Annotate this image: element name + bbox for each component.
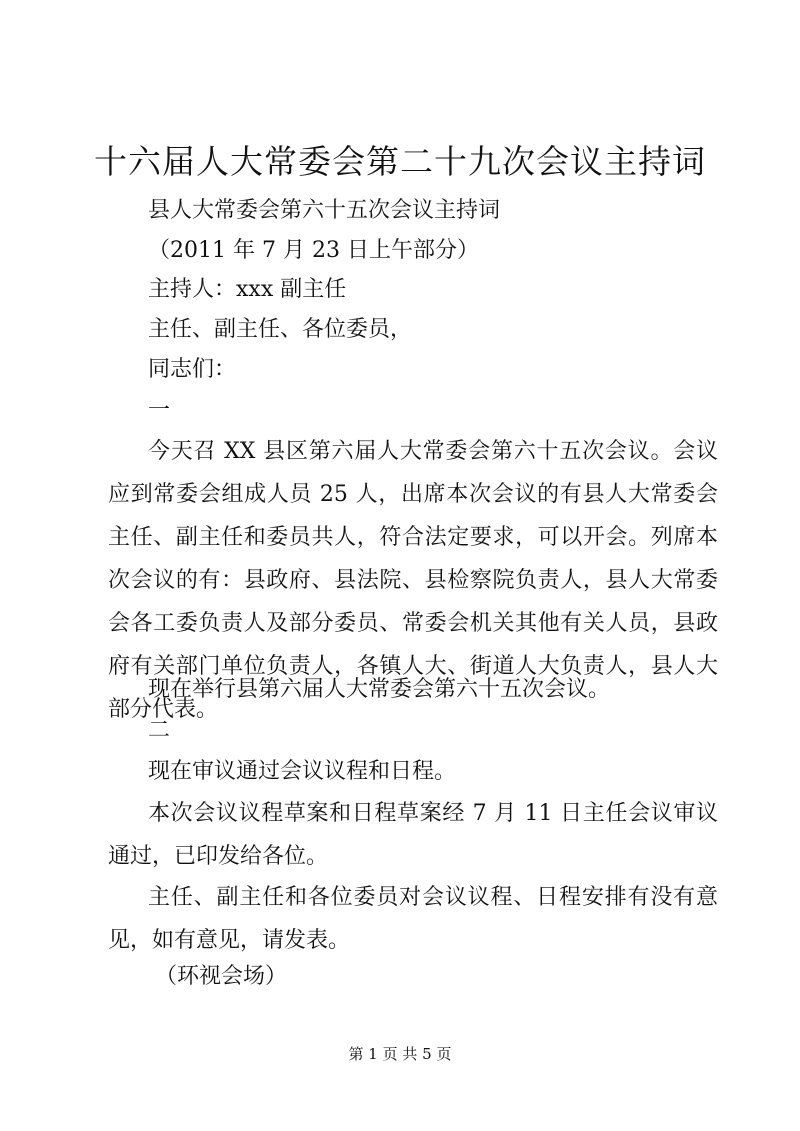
body-paragraph: 本次会议议程草案和日程草案经 7 月 11 日主任会议审议通过，已印发给各位。 [108,801,718,869]
subtitle-line: 县人大常委会第六十五次会议主持词 [148,198,501,223]
body-line: 现在审议通过会议议程和日程。 [148,759,457,784]
body-paragraph: 今天召 XX 县区第六届人大常委会第六十五次会议。会议应到常委会组成人员 25 人，出席本次会议的有县人大常委会主任、副主任和委员共人，符合法定要求，可以开会。列席本次会议的有：县政府、县法院、县检察院负责人，县人大常委会各工委负责人及部分委员、常委会机关其他有关人员，县政府有关部门单位负责人，各镇人大、街道人大负责人，县人大部分代表。 [108,439,718,722]
body-paragraph: 主任、副主任和各位委员对会议议程、日程安排有没有意见，如有意见，请发表。 [108,885,718,953]
stage-direction: （环视会场） [155,964,288,989]
section-heading-one: 一 [148,398,171,423]
date-line: （2011 年 7 月 23 日上午部分） [148,238,479,263]
document-title: 十六届人大常委会第二十九次会议主持词 [94,142,706,181]
body-line: 现在举行县第六届人大常委会第六十五次会议。 [148,677,611,702]
address-line: 主任、副主任、各位委员， [148,317,413,342]
host-line: 主持人：xxx 副主任 [148,277,347,302]
greeting-line: 同志们： [148,357,237,382]
page-number-footer: 第 1 页 共 5 页 [348,1045,452,1063]
section-heading-two: 二 [148,718,171,743]
